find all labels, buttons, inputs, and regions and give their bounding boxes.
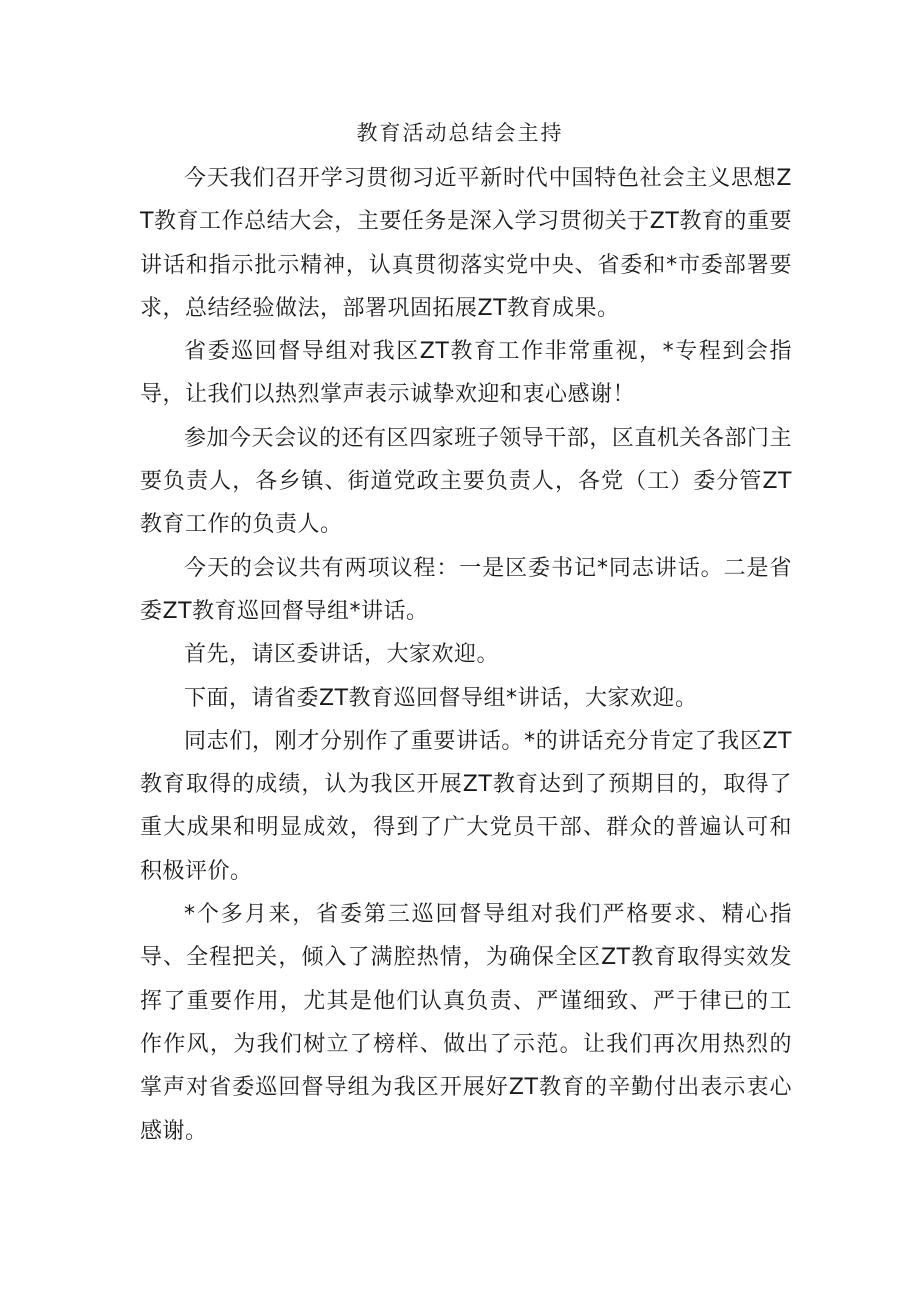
paragraph-2: 省委巡回督导组对我区ZT教育工作非常重视，*专程到会指导，让我们以热烈掌声表示诚挚欢迎和衷心感谢！ [140, 339, 792, 408]
paragraph-5: 首先，请区委讲话，大家欢迎。 [184, 642, 500, 668]
paragraph-7: 同志们，刚才分别作了重要讲话。*的讲话充分肯定了我区ZT教育取得的成绩，认为我区开展ZT教育达到了预期目的，取得了重大成果和明显成效，得到了广大党员干部、群众的普遍认可和积极评价。 [140, 728, 792, 884]
paragraph-6: 下面，请省委ZT教育巡回督导组*讲话，大家欢迎。 [184, 685, 698, 711]
paragraph-3: 参加今天会议的还有区四家班子领导干部，区直机关各部门主要负责人，各乡镇、街道党政主要负责人，各党（工）委分管ZT教育工作的负责人。 [140, 425, 792, 538]
document-title: 教育活动总结会主持 [356, 121, 564, 145]
paragraph-4: 今天的会议共有两项议程：一是区委书记*同志讲话。二是省委ZT教育巡回督导组*讲话。 [140, 555, 792, 624]
document-body [140, 157, 792, 1153]
paragraph-1: 今天我们召开学习贯彻习近平新时代中国特色社会主义思想ZT教育工作总结大会，主要任务是深入学习贯彻关于ZT教育的重要讲话和指示批示精神，认真贯彻落实党中央、省委和*市委部署要求，总结经验做法，部署巩固拓展ZT教育成果。 [140, 166, 792, 321]
paragraph-8: *个多月来，省委第三巡回督导组对我们严格要求、精心指导、全程把关，倾入了满腔热情，为确保全区ZT教育取得实效发挥了重要作用，尤其是他们认真负责、严谨细致、严于律已的工作作风，为我们树立了榜样、做出了示范。让我们再次用热烈的掌声对省委巡回督导组为我区开展好ZT教育的辛勤付出表示衷心感谢。 [140, 902, 792, 1144]
